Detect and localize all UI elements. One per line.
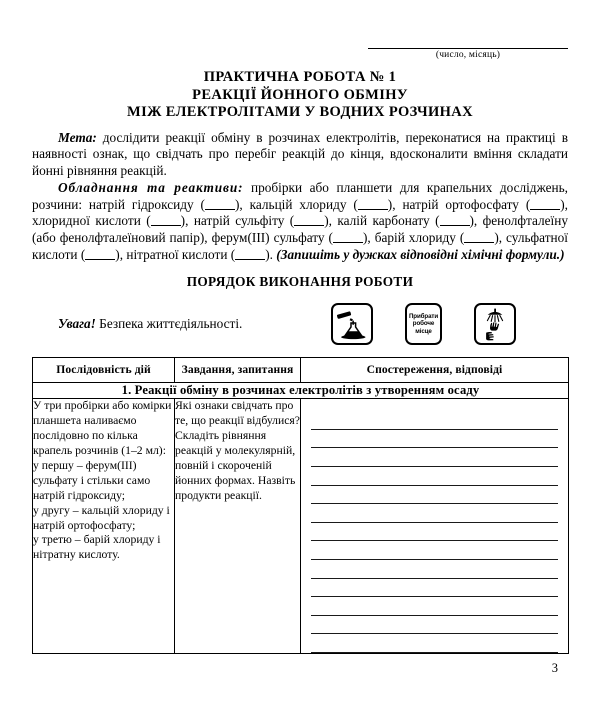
formula-blank[interactable] — [235, 259, 265, 260]
page-title — [32, 69, 568, 122]
title-line-1: ПРАКТИЧНА РОБОТА № 1 — [203, 69, 397, 85]
reagent-item — [402, 197, 568, 212]
reagent-close: ), — [115, 246, 127, 262]
questions-cell — [175, 399, 301, 654]
reagent-item — [212, 230, 375, 245]
clean-workspace-line-1: Прибрати — [408, 312, 439, 320]
formula-blank[interactable] — [294, 225, 324, 226]
formula-blank[interactable] — [358, 209, 388, 210]
reagent-close: ), — [494, 230, 507, 246]
reagent-item — [375, 230, 506, 245]
equipment-intro: пробірки або планшети для крапельних досліджень, розчини: — [32, 180, 568, 212]
cell-paragraph: у другу – кальцій хлориду і натрій ортофосфату; — [33, 503, 170, 532]
cell-paragraph: У три пробірки або комірки планшета наливаємо послідовно по кілька крапель розчинів (1–2 мл): — [33, 399, 172, 457]
purpose-paragraph — [32, 130, 568, 180]
equipment-label: Обладнання та реактиви: — [58, 180, 244, 196]
cell-paragraph: у першу – ферум(III) сульфату і стільки само натрій гідроксиду; — [33, 458, 151, 502]
answer-line[interactable] — [311, 448, 558, 467]
answer-line[interactable] — [311, 616, 558, 635]
safety-icon-group — [331, 303, 568, 345]
answer-line[interactable] — [311, 597, 558, 616]
table-header-row — [33, 358, 569, 383]
reagent-close: ), — [180, 213, 194, 229]
reagent-close: ), — [324, 213, 338, 229]
table-row — [33, 399, 569, 654]
answer-line[interactable] — [311, 523, 558, 542]
steps-cell — [33, 399, 175, 654]
formula-blank[interactable] — [530, 209, 560, 210]
title-line-3: МІЖ ЕЛЕКТРОЛІТАМИ У ВОДНИХ РОЗЧИНАХ — [127, 104, 473, 120]
reagent-name: натрій ортофосфату ( — [402, 196, 531, 212]
reagent-name: калій карбонату ( — [337, 213, 440, 229]
reagent-name: натрій гідроксиду ( — [88, 196, 205, 212]
clean-workspace-line-3: місце — [415, 328, 432, 336]
equipment-paragraph — [32, 180, 568, 263]
answer-line[interactable] — [311, 504, 558, 523]
purpose-label: Мета: — [58, 129, 97, 145]
reagent-name: натрій сульфіту ( — [193, 213, 295, 229]
safety-label: Увага! — [58, 316, 96, 332]
date-field — [32, 36, 568, 60]
formula-blank[interactable] — [333, 242, 363, 243]
title-line-2: РЕАКЦІЇ ЙОННОГО ОБМІНУ — [192, 86, 408, 103]
safety-description: Безпека життєдіяльності. — [95, 316, 243, 332]
date-caption: (число, місяць) — [435, 50, 501, 60]
reagent-item — [89, 197, 250, 212]
answer-line[interactable] — [311, 579, 558, 598]
reagent-item — [250, 197, 403, 212]
reagent-item — [32, 213, 194, 228]
reagent-name: сульфатної кислоти ( — [32, 230, 568, 262]
purpose-text: дослідити реакції обміну в розчинах електролітів, переконатися на практиці в наявності ознак, що свідчать про перебіг реакцій до кінця, вдосконалити вміння складати йонні рівняння реакцій. — [32, 129, 568, 178]
answer-line[interactable] — [311, 634, 558, 653]
cell-paragraph: у третю – барій хлориду і нітратну кислоту. — [33, 533, 161, 562]
clean-workspace-icon — [405, 303, 442, 345]
answer-line[interactable] — [311, 430, 558, 449]
safety-text — [58, 316, 242, 332]
answer-lines[interactable] — [301, 399, 568, 653]
reagent-close: ). — [265, 246, 277, 262]
reagent-name: кальцій хлориду ( — [249, 196, 358, 212]
answers-cell[interactable] — [301, 399, 569, 654]
answer-line[interactable] — [311, 486, 558, 505]
table-header-questions: Завдання, запитання — [175, 358, 301, 383]
formula-blank[interactable] — [205, 209, 235, 210]
answer-line[interactable] — [311, 411, 558, 430]
reagent-close: ), — [234, 196, 250, 212]
reagent-close: ), — [469, 213, 483, 229]
section-heading: ПОРЯДОК ВИКОНАННЯ РОБОТИ — [186, 274, 414, 290]
reagent-item — [126, 247, 276, 262]
reagent-name: хлоридної кислоти ( — [32, 213, 151, 229]
wash-hands-icon — [474, 303, 516, 345]
formula-blank[interactable] — [151, 225, 181, 226]
answer-line[interactable] — [311, 467, 558, 486]
reagent-name: ферум(III) сульфату ( — [211, 230, 333, 246]
formula-blank[interactable] — [440, 225, 470, 226]
table-band-label: 1. Реакції обміну в розчинах електролітів з утворенням осаду — [33, 383, 569, 399]
safety-row — [32, 301, 568, 347]
clean-workspace-text — [409, 313, 438, 336]
table-header-observations: Спостереження, відповіді — [301, 358, 569, 383]
clean-workspace-line-2: робоче — [412, 320, 435, 328]
page-number: 3 — [551, 661, 558, 675]
reagent-close: ), — [362, 230, 375, 246]
equipment-note: (Запишіть у дужках відповідні хімічні формули.) — [276, 246, 565, 262]
cell-paragraph: Які ознаки свідчать про те, що реакції відбулися? Складіть рівняння реакцій у молекулярній, повній і скороченій йонних формах. Назвіть продукти реакції. — [175, 399, 300, 502]
table-header-steps: Послідовність дій — [33, 358, 175, 383]
reagent-close: ), — [560, 196, 569, 212]
reagent-name: барій хлориду ( — [374, 230, 465, 246]
answer-line[interactable] — [311, 541, 558, 560]
date-write-line[interactable] — [368, 36, 568, 49]
reagent-phenolphthalein: фенолфталеїну (або фенолфталеїновий папір), — [32, 213, 569, 246]
reagent-close: ), — [387, 196, 403, 212]
pour-liquid-icon — [331, 303, 373, 345]
formula-blank[interactable] — [464, 242, 494, 243]
answer-line[interactable] — [311, 560, 558, 579]
reagent-item — [337, 213, 482, 228]
formula-blank[interactable] — [85, 259, 115, 260]
table-band-row — [33, 383, 569, 399]
work-procedure-table — [32, 357, 569, 654]
reagent-name: нітратної кислоти ( — [126, 246, 236, 262]
reagent-item — [194, 213, 338, 228]
